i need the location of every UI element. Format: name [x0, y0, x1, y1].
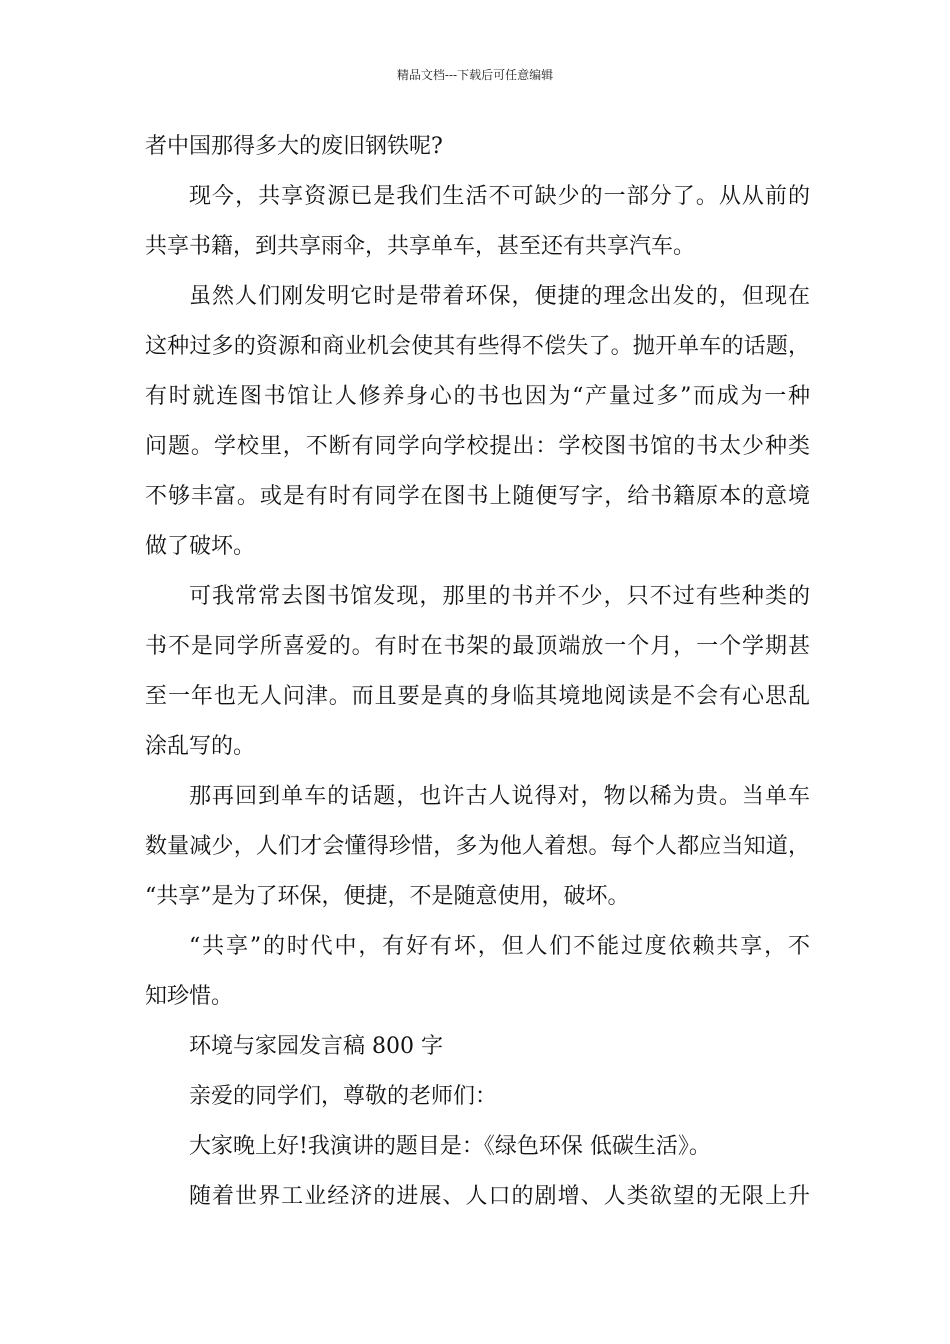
text-line-9: 做了破坏。 [145, 534, 256, 559]
text-line-17: “共享”的时代中，有好有坏，但人们不能过度依赖共享，不 [189, 934, 810, 959]
text-line-14: 那再回到单车的话题，也许古人说得对，物以稀为贵。当单车 [189, 784, 810, 809]
text-line-3: 共享书籍，到共享雨伞，共享单车，甚至还有共享汽车。 [145, 234, 696, 259]
text-line-1: 者中国那得多大的废旧钢铁呢? [145, 134, 443, 159]
text-line-21: 大家晚上好!我演讲的题目是：《绿色环保 低碳生活》。 [189, 1134, 711, 1159]
text-line-15: 数量减少，人们才会懂得珍惜，多为他人着想。每个人都应当知道， [145, 834, 810, 859]
section-title: 环境与家园发言稿 800 字 [189, 1034, 443, 1059]
text-line-16: “共享”是为了环保，便捷，不是随意使用，破坏。 [145, 884, 630, 909]
text-line-18: 知珍惜。 [145, 984, 234, 1009]
text-line-6: 有时就连图书馆让人修养身心的书也因为“产量过多”而成为一种 [145, 384, 810, 409]
text-line-11: 书不是同学所喜爱的。有时在书架的最顶端放一个月，一个学期甚 [145, 634, 810, 659]
salutation: 亲爱的同学们，尊敬的老师们： [189, 1084, 498, 1109]
text-line-4: 虽然人们刚发明它时是带着环保，便捷的理念出发的，但现在 [189, 284, 810, 309]
text-line-8: 不够丰富。或是有时有同学在图书上随便写字，给书籍原本的意境 [145, 484, 810, 509]
text-line-13: 涂乱写的。 [145, 734, 256, 759]
text-line-5: 这种过多的资源和商业机会使其有些得不偿失了。抛开单车的话题， [145, 334, 810, 359]
text-line-10: 可我常常去图书馆发现，那里的书并不少，只不过有些种类的 [189, 584, 810, 609]
text-line-7: 问题。学校里，不断有同学向学校提出：学校图书馆的书太少种类 [145, 434, 810, 459]
text-line-2: 现今，共享资源已是我们生活不可缺少的一部分了。从从前的 [189, 184, 810, 209]
text-line-12: 至一年也无人问津。而且要是真的身临其境地阅读是不会有心思乱 [145, 684, 810, 709]
text-line-22: 随着世界工业经济的进展、人口的剧增、人类欲望的无限上升 [189, 1184, 810, 1209]
page-header: 精品文档---下载后可任意编辑 [396, 68, 554, 82]
document-body [145, 130, 810, 1230]
